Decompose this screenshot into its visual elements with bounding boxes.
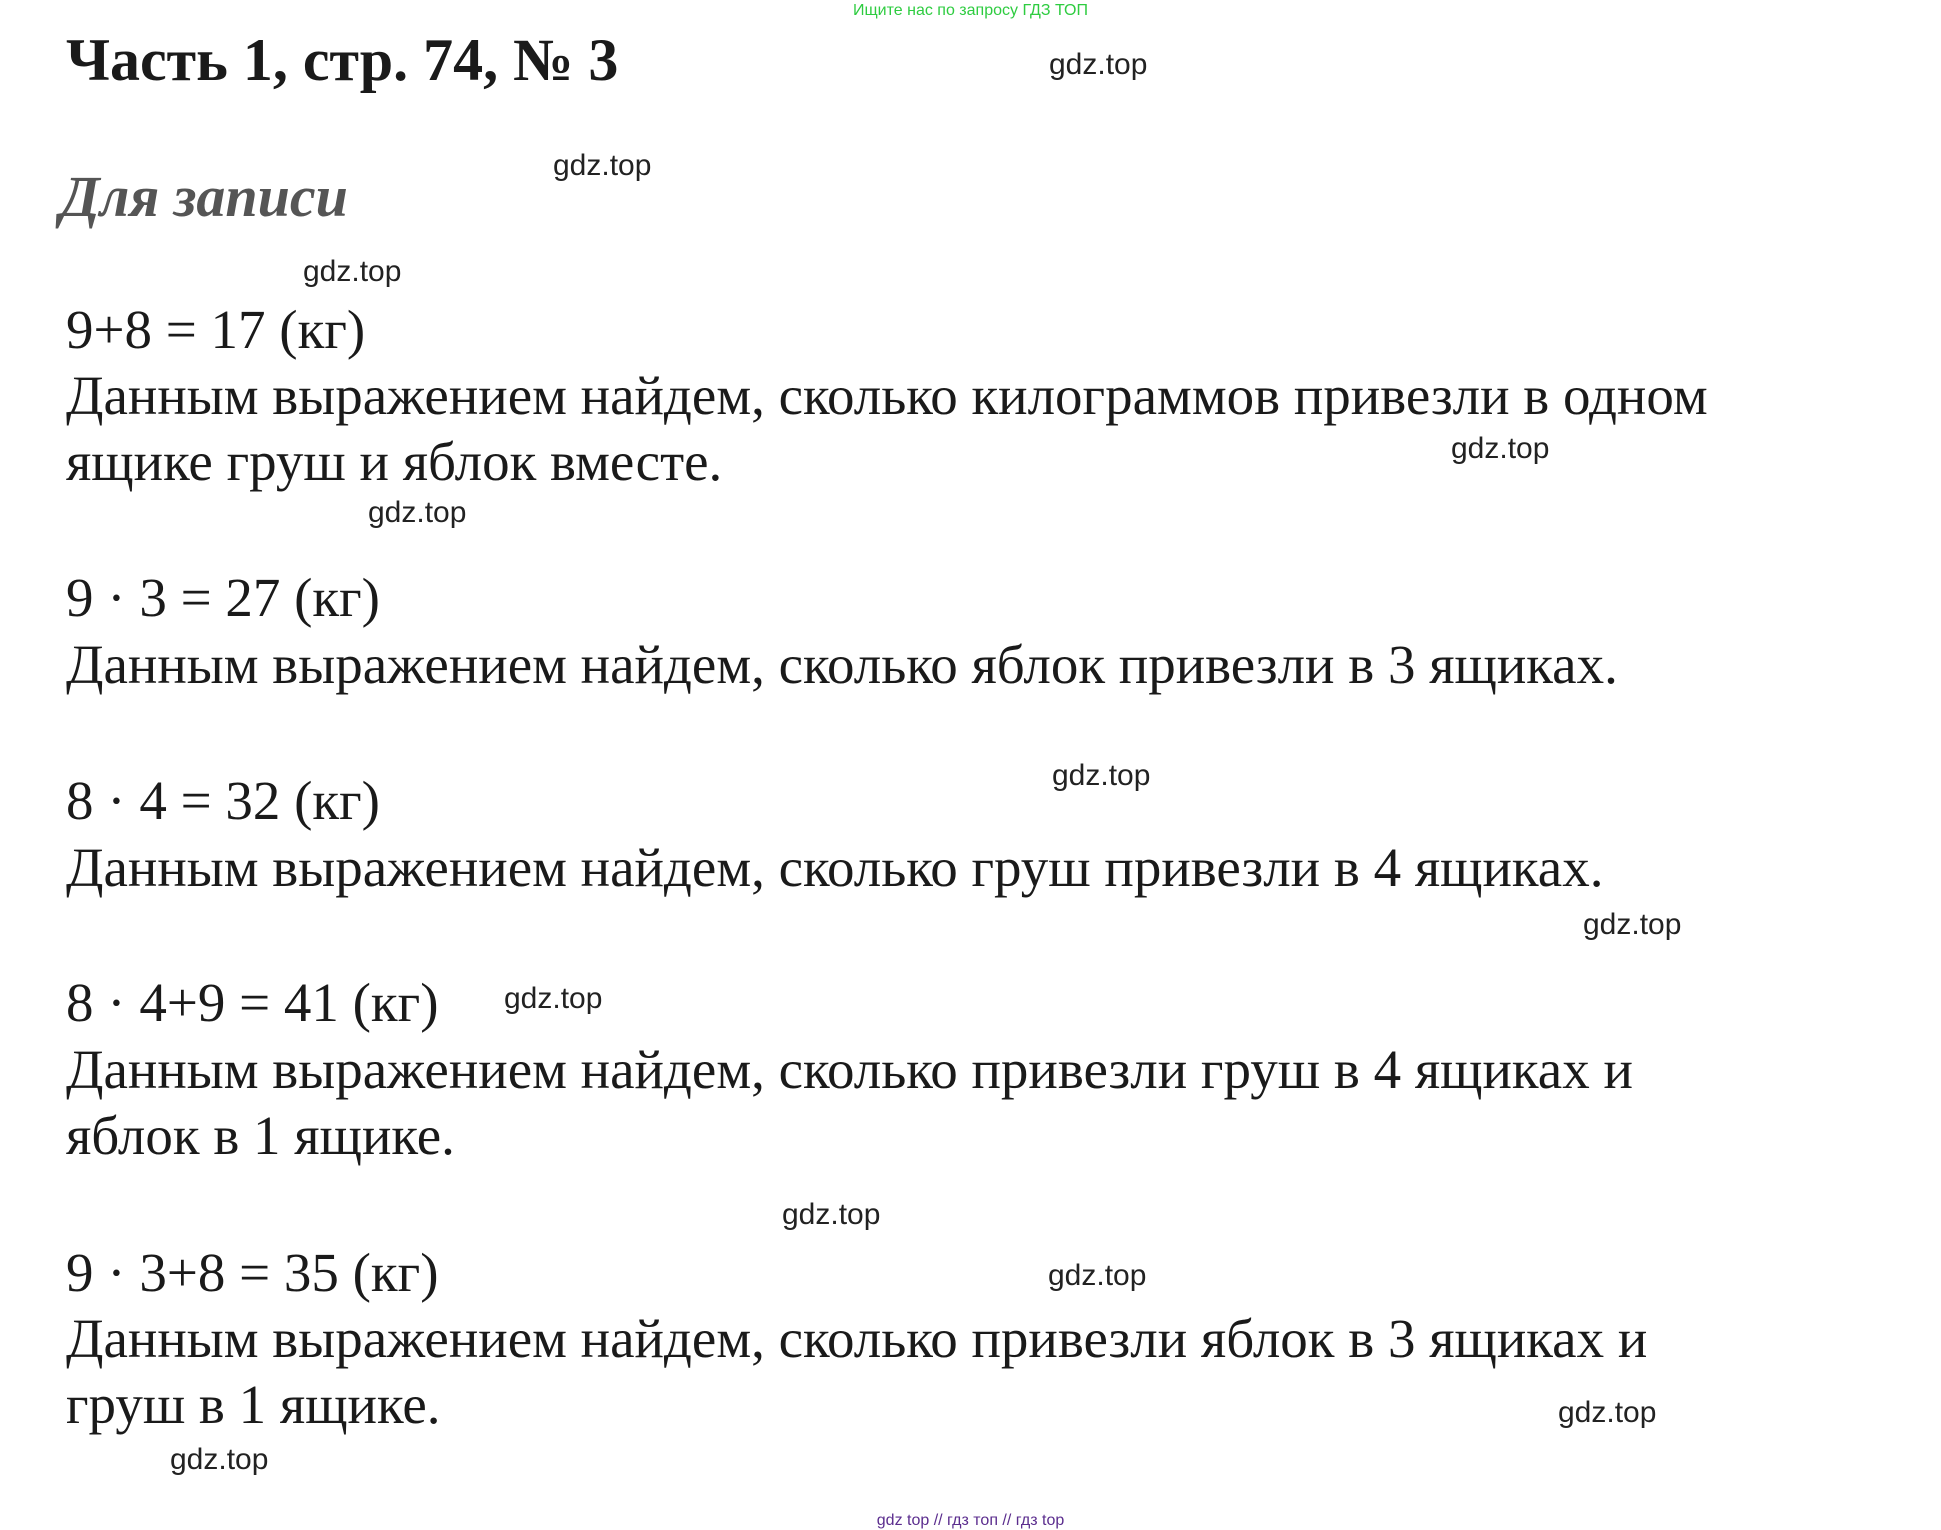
- watermark: gdz.top: [1048, 1259, 1147, 1292]
- watermark: gdz.top: [303, 255, 402, 288]
- watermark: gdz.top: [368, 496, 467, 529]
- expression-5: 9 · 3+8 = 35 (кг): [66, 1242, 439, 1303]
- top-banner[interactable]: Ищите нас по запросу ГДЗ ТОП: [853, 2, 1088, 19]
- explanation-2-line-1: Данным выражением найдем, сколько яблок привезли в 3 ящиках.: [66, 634, 1618, 695]
- watermark: gdz.top: [1558, 1396, 1657, 1429]
- page-title: Часть 1, стр. 74, № 3: [66, 27, 619, 93]
- explanation-5-line-1: Данным выражением найдем, сколько привезли яблок в 3 ящиках и: [66, 1308, 1648, 1369]
- watermark: gdz.top: [170, 1443, 269, 1476]
- expression-3: 8 · 4 = 32 (кг): [66, 770, 380, 831]
- section-subtitle: Для записи: [60, 164, 348, 229]
- watermark: gdz.top: [553, 149, 652, 182]
- watermark: gdz.top: [1583, 908, 1682, 941]
- explanation-1-line-1: Данным выражением найдем, сколько килограммов привезли в одном: [66, 365, 1708, 426]
- watermark: gdz.top: [1052, 759, 1151, 792]
- explanation-3-line-1: Данным выражением найдем, сколько груш привезли в 4 ящиках.: [66, 837, 1604, 898]
- explanation-1-line-2: ящике груш и яблок вместе.: [66, 431, 723, 492]
- explanation-4-line-2: яблок в 1 ящике.: [66, 1105, 455, 1166]
- footer-links[interactable]: gdz top // гдз топ // гдз top: [876, 1512, 1065, 1529]
- explanation-5-line-2: груш в 1 ящике.: [66, 1374, 441, 1435]
- explanation-4-line-1: Данным выражением найдем, сколько привезли груш в 4 ящиках и: [66, 1039, 1633, 1100]
- watermark: gdz.top: [782, 1198, 881, 1231]
- watermark: gdz.top: [1049, 48, 1148, 81]
- expression-1: 9+8 = 17 (кг): [66, 299, 366, 360]
- expression-4: 8 · 4+9 = 41 (кг): [66, 972, 439, 1033]
- watermark: gdz.top: [504, 982, 603, 1015]
- expression-2: 9 · 3 = 27 (кг): [66, 567, 380, 628]
- watermark: gdz.top: [1451, 432, 1550, 465]
